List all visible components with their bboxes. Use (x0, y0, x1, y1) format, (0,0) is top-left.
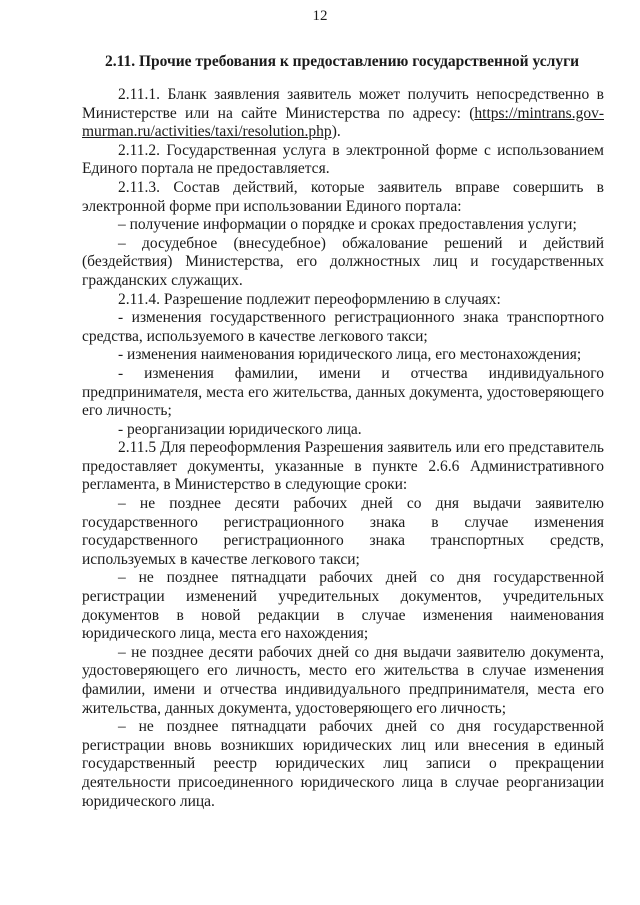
list-item: - изменения фамилии, имени и отчества индивидуального предпринимателя, места его жительства, данных документа, удостоверяющего его личность; (82, 364, 604, 420)
paragraph-2-11-1-text: 2.11.1. Бланк заявления заявитель может получить непосредственно в Министерстве или на сайте Министерства по адресу: ( (82, 86, 604, 122)
list-item: – получение информации о порядке и сроках предоставления услуги; (118, 216, 577, 234)
resolution-link[interactable]: https://mintrans.gov-murman.ru/activities/taxi/resolution.php (82, 104, 604, 141)
list-item: – не позднее десяти рабочих дней со дня выдачи заявителю государственного регистрационного знака в случае изменения государственного регистрационного знака транспортных средств, используемых в качестве легкового такси; (82, 495, 604, 568)
list-item: – не позднее десяти рабочих дней со дня выдачи заявителю документа, удостоверяющего его личность, место его жительства в случае изменения фамилии, имени и отчества индивидуального предпринимателя, места его жительства, данных документа, удостоверяющего его личность; (82, 643, 604, 717)
paragraph-2-11-5: 2.11.5 Для переоформления Разрешения заявитель или его представитель предоставляет документы, указанные в пункте 2.6.6 Административного регламента, в Министерство в следующие сроки: (82, 439, 604, 494)
section-body (82, 86, 604, 811)
list-item: – не позднее пятнадцати рабочих дней со дня государственной регистрации вновь возникших юридических лиц или внесения в единый государственный реестр юридических лиц записи о прекращении деятельности присоединенного юридического лица в случае реорганизации юридического лица. (82, 718, 604, 810)
paragraph-2-11-3: 2.11.3. Состав действий, которые заявитель вправе совершить в электронной форме при использовании Единого портала: (82, 178, 604, 215)
paragraph-2-11-2: 2.11.2. Государственная услуга в электронной форме с использованием Единого портала не предоставляется. (82, 141, 604, 178)
list-item: - реорганизации юридического лица. (118, 420, 362, 438)
paragraph-2-11-4: 2.11.4. Разрешение подлежит переоформлению в случаях: (118, 290, 501, 308)
list-item: - изменения государственного регистрационного знака транспортного средства, используемого в качестве легкового такси; (82, 309, 604, 345)
list-item: – не позднее пятнадцати рабочих дней со дня государственной регистрации изменений учредительных документов, учредительных документов в новой редакции в случае изменения наименования юридического лица, места его нахождения; (82, 569, 604, 643)
paragraph-2-11-1 (82, 86, 604, 142)
section-heading: 2.11. Прочие требования к предоставлению государственной услуги (104, 53, 580, 70)
page-number: 12 (312, 8, 328, 24)
list-item: – досудебное (внесудебное) обжалование решений и действий (бездействия) Министерства, его должностных лиц и государственных гражданских служащих. (82, 234, 604, 289)
paragraph-2-11-1-tail: ). (331, 123, 341, 141)
list-item: - изменения наименования юридического лица, его местонахождения; (118, 346, 582, 364)
